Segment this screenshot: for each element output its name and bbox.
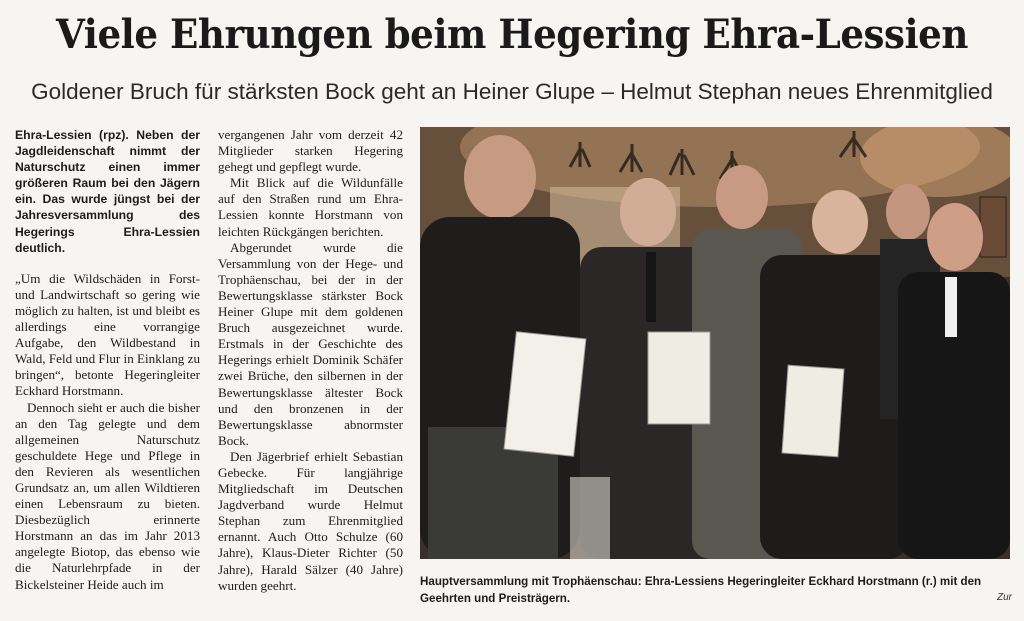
photo-credit: Zur [997,592,1012,603]
group-photo [420,127,1010,559]
article-column-2 [218,127,403,594]
article-lead: Ehra-Lessien (rpz). Neben der Jagdleidenschaft nimmt der Naturschutz einen immer größeren Raum bei den Jägern ein. Das wurde jüngst bei der Jahresversammlung des Hegerings Ehra-Lessien deutlich. [15,128,200,255]
paragraph: Abgerundet wurde die Versammlung von der Hege- und Trophäenschau, bei der in der Bewertungsklasse stärkster Bock Heiner Glupe mit dem goldenen Bruch ausgezeichnet wurde. Erstmals in der Geschichte des Hegerings erhielt Dominik Schäfer zwei Brüche, den silbernen in der Bewertungsklasse ältester Bock und den bronzenen in der Bewertungsklasse abnormster Bock. [218,239,403,448]
subheadline: Goldener Bruch für stärksten Bock geht an Heiner Glupe – Helmut Stephan neues Ehrenmitglied [31,79,993,104]
headline: Viele Ehrungen beim Hegering Ehra-Lessien [56,11,968,58]
photo-caption: Hauptversammlung mit Trophäenschau: Ehra-Lessiens Hegeringleiter Eckhard Horstmann (r.) mit den Geehrten und Preisträgern. [420,575,982,605]
paragraph: Den Jägerbrief erhielt Sebastian Gebecke. Für langjährige Mitgliedschaft im Deutschen Jagdverband wurde Helmut Stephan zum Ehrenmitglied ernannt. Auch Otto Schulze (60 Jahre), Klaus-Dieter Richter (50 Jahre), Harald Sälzer (40 Jahre) wurden geehrt. [218,448,403,593]
paragraph: vergangenen Jahr vom derzeit 42 Mitglieder starken Hegering gehegt und gepflegt wurde. [218,127,403,175]
article-column-1 [15,127,200,593]
group-photo-illustration [420,127,1010,559]
paragraph: Dennoch sieht er auch die bisher an den Tag gelegte und dem allgemeinen Naturschutz geschuldete Hege und Pflege in den Revieren als wesentlichen Grundsatz an, um allen Wildtieren einen Lebensraum zu bieten. Diesbezüglich erinnerte Horstmann an das im Jahr 2013 angelegte Biotop, das ebenso wie die Naturlehrpfade in der Bickelsteiner Heide auch im [15,399,200,592]
paragraph: „Um die Wildschäden in Forst- und Landwirtschaft so gering wie möglich zu halten, ist und bleibt es allerdings eine vorrangige Aufgabe, den Wildbestand in Wald, Feld und Flur in Einklang zu bringen“, betonte Hegeringleiter Eckhard Horstmann. [15,270,200,399]
paragraph: Mit Blick auf die Wildunfälle auf den Straßen rund um Ehra-Lessien konnte Horstmann von leichten Rückgängen berichten. [218,175,403,239]
